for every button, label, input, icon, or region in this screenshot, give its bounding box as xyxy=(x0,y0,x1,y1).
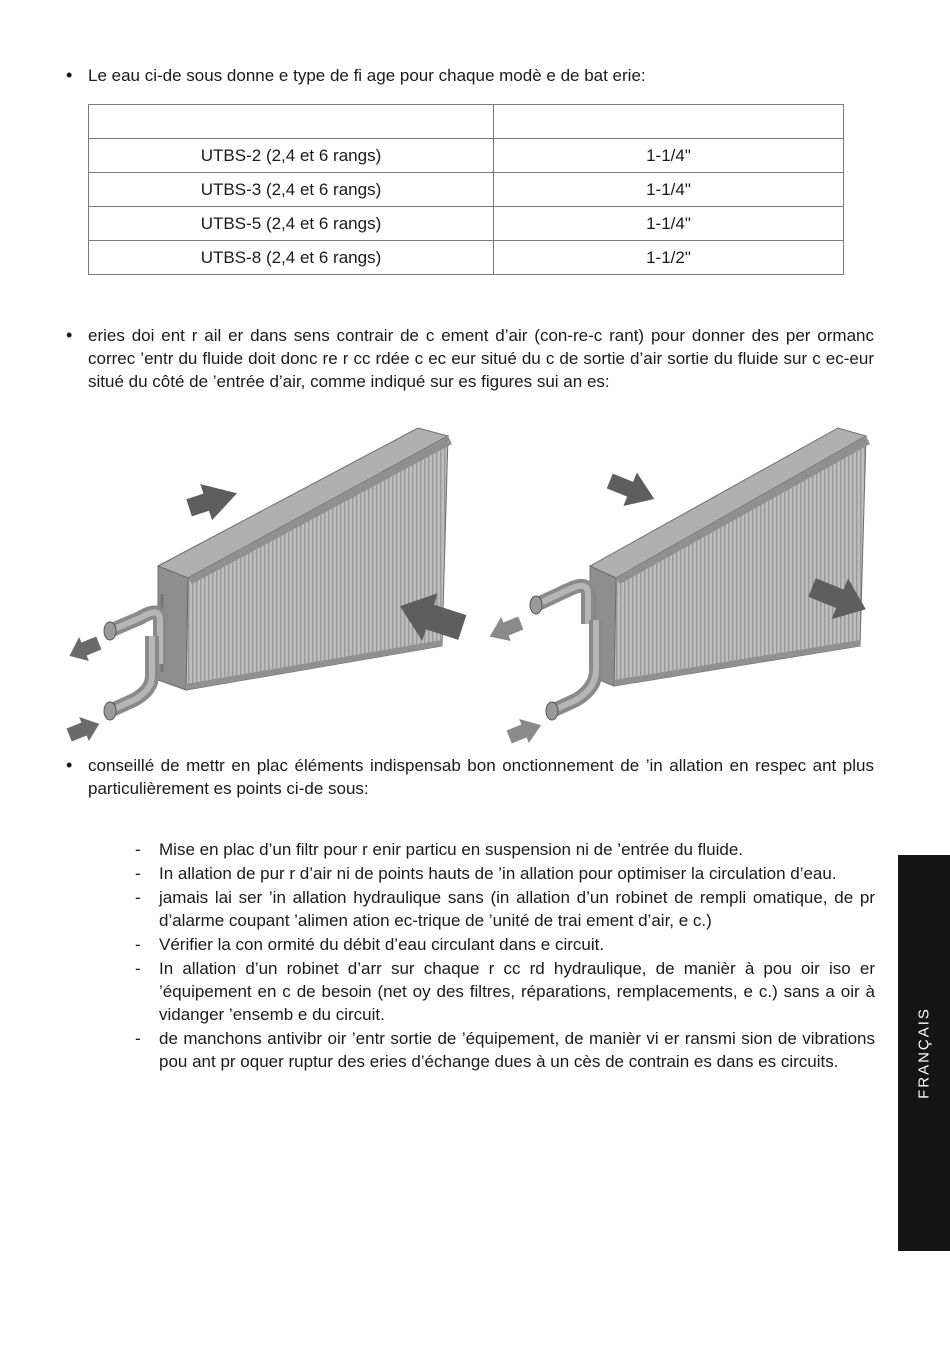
table-row xyxy=(89,173,844,207)
model-cell: UTBS-2 (2,4 et 6 rangs) xyxy=(89,139,494,173)
model-cell: UTBS-5 (2,4 et 6 rangs) xyxy=(89,207,494,241)
fitting-cell: 1-1/4" xyxy=(494,207,844,241)
dash-marker: - xyxy=(135,1029,141,1048)
language-label: FRANÇAIS xyxy=(915,1007,933,1099)
list-item xyxy=(135,957,875,1026)
list-item-text: In allation de pur r d’air ni de points hauts de ’in allation pour optimiser la circulation d’eau. xyxy=(159,864,837,883)
airflow-in-arrow xyxy=(603,464,661,515)
table-header-cell xyxy=(89,105,494,139)
coil-left-illustration xyxy=(64,428,470,746)
advice-bullet: • xyxy=(66,755,73,775)
advice-text: conseillé de mettr en plac éléments indispensab bon onctionnement de ’in allation en respec ant plus particulièrement es points ci-de sous: xyxy=(88,756,874,798)
table-row xyxy=(89,207,844,241)
model-cell: UTBS-8 (2,4 et 6 rangs) xyxy=(89,241,494,275)
counterflow-text: eries doi ent r ail er dans sens contrair de c ement d’air (con-re-c rant) pour donner des per ormanc correc ’entr du fluide doit donc re r cc rdée c ec eur situé du c de sortie d’air sortie du fluide sur c ec-eur situé du côté de ’entrée d’air, comme indiqué sur es figures sui an es: xyxy=(88,326,874,391)
list-item xyxy=(135,1027,875,1073)
list-item-text: In allation d’un robinet d’arr sur chaque r cc rd hydraulique, de manièr à pou oir iso er ’équipement en c de besoin (net oy des filtres, réparations, remplacements, e c.) sans a oir à vidanger ’ensemb e du circuit. xyxy=(159,959,875,1024)
fluid-in-arrow xyxy=(64,711,103,746)
intro-bullet: • xyxy=(66,65,73,85)
table-row xyxy=(89,241,844,275)
fluid-out-arrow xyxy=(64,631,103,667)
coil-figure xyxy=(60,424,890,746)
installation-checklist xyxy=(135,838,875,1074)
fitting-cell: 1-1/4" xyxy=(494,173,844,207)
dash-marker: - xyxy=(135,935,141,954)
list-item xyxy=(135,886,875,932)
table-header-row xyxy=(89,105,844,139)
fluid-out-arrow xyxy=(484,611,525,648)
language-side-tab xyxy=(898,855,950,1251)
fitting-table xyxy=(88,104,844,275)
fluid-in-arrow xyxy=(504,712,545,746)
airflow-out-arrow xyxy=(183,474,242,526)
list-item xyxy=(135,862,875,885)
list-item xyxy=(135,933,875,956)
intro-text: Le eau ci-de sous donne e type de fi age pour chaque modè e de bat erie: xyxy=(88,66,646,85)
table-header-cell xyxy=(494,105,844,139)
list-item-text: Vérifier la con ormité du débit d’eau circulant dans e circuit. xyxy=(159,935,605,954)
dash-marker: - xyxy=(135,959,141,978)
list-item-text: Mise en plac d’un filtr pour r enir particu en suspension ni de ’entrée du fluide. xyxy=(159,840,744,859)
fitting-cell: 1-1/2" xyxy=(494,241,844,275)
fitting-cell: 1-1/4" xyxy=(494,139,844,173)
dash-marker: - xyxy=(135,864,141,883)
model-cell: UTBS-3 (2,4 et 6 rangs) xyxy=(89,173,494,207)
dash-marker: - xyxy=(135,888,141,907)
coil-right-illustration xyxy=(484,428,874,746)
dash-marker: - xyxy=(135,840,141,859)
list-item xyxy=(135,838,875,861)
list-item-text: jamais lai ser ’in allation hydraulique sans (in allation d’un robinet de rempli omatique, de pr d’alarme coupant ’alimen ation ec-trique de ’unité de trai ement d’air, e c.) xyxy=(159,888,875,930)
counterflow-bullet: • xyxy=(66,325,73,345)
table-row xyxy=(89,139,844,173)
list-item-text: de manchons antivibr oir ’entr sortie de ’équipement, de manièr vi er ransmi sion de vibrations pou ant pr oquer ruptur des eries d’échange dues à un cès de contrain es dans es circuits. xyxy=(159,1029,875,1071)
